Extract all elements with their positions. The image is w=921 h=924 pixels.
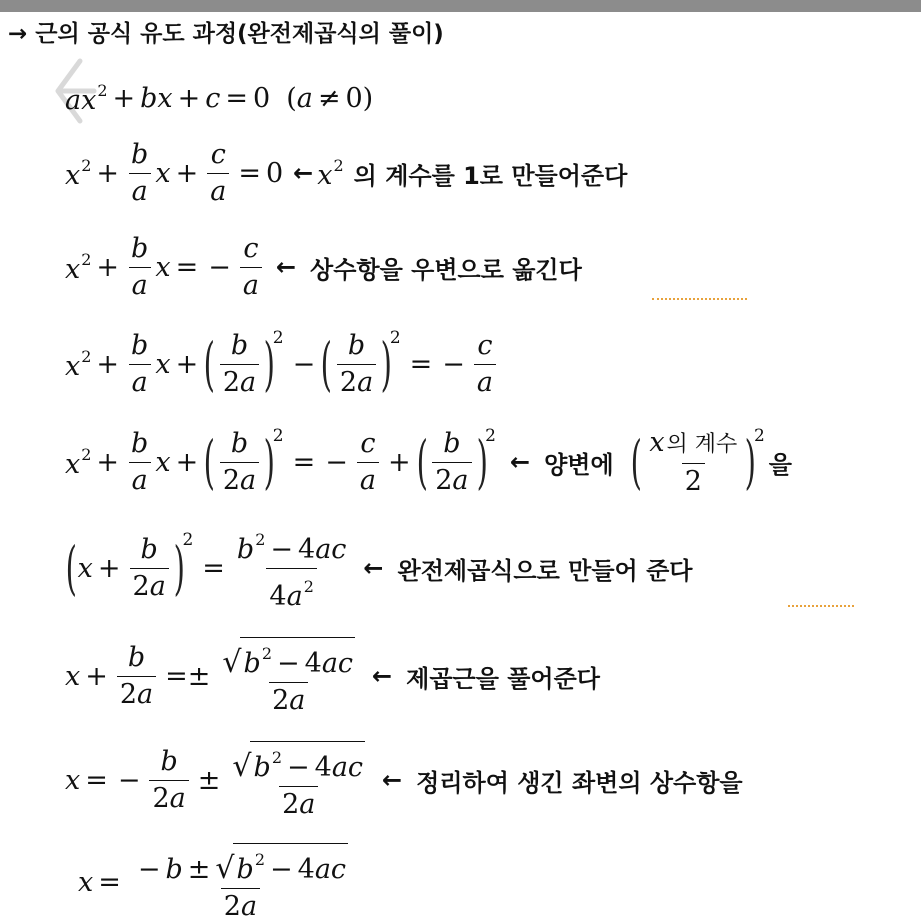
annotation-step-6: 완전제곱식으로 만들어 준다 bbox=[397, 556, 693, 585]
equation-step-8: x = − $\frac{b}{2a}$ ± √ $b^2 - 4ac$ 2a ← 정리하여 생긴 좌변의 상수항을 bbox=[65, 738, 743, 822]
equation-step-1: $ax^2$ + bx + c = 0 ( a ≠ 0) bbox=[65, 80, 374, 116]
annotation-step-3: 상수항을 우변으로 옮긴다 bbox=[310, 255, 582, 284]
equation-step-2: $x^2$ + $\frac{b}{a}$ x + $\frac{c}{a}$ = 0 ← $x^2$ 의 계수를 1로 만들어준다 bbox=[65, 138, 628, 207]
annotation-step-7: 제곱근을 풀어준다 bbox=[406, 664, 600, 693]
equation-step-5: $x^2$ + $\frac{b}{a}$ x + ( $\frac{b}{2a}$ ) 2 = − $\frac{c}{a}$ + ( $\frac{b}{2a}$ ) 2 ← 양변에 ( $\frac{\text{x의 계수}}{2}$ ) 2 을 bbox=[65, 426, 792, 497]
equation-step-6: ( x + $\frac{b}{2a}$ ) 2 = $\frac{b^2 - 4ac}{4a^2}$ ← 완전제곱식으로 만들어 준다 bbox=[65, 529, 693, 612]
equation-step-3: $x^2$ + $\frac{b}{a}$ x = − $\frac{c}{a}$ ← 상수항을 우변으로 옮긴다 bbox=[65, 232, 582, 301]
equation-step-7: x + $\frac{b}{2a}$ =± √ $b^2 - 4ac$ 2a ← 제곱근을 풀어준다 bbox=[65, 634, 600, 718]
top-bar bbox=[0, 0, 921, 12]
annotation-step-5: 양변에 bbox=[544, 450, 614, 479]
page-title: → 근의 공식 유도 과정(완전제곱식의 풀이) bbox=[8, 21, 444, 47]
annotation-step-8: 정리하여 생긴 좌변의 상수항을 bbox=[416, 768, 743, 797]
annotation-step-2: 의 계수를 1로 만들어준다 bbox=[353, 161, 628, 190]
emphasis-dots bbox=[788, 605, 854, 607]
equation-final-formula: x = − b ± √ $b^2 - 4ac$ 2a bbox=[78, 840, 355, 924]
emphasis-dots bbox=[652, 298, 747, 300]
equation-step-4: $x^2$ + $\frac{b}{a}$ x + ( $\frac{b}{2a}$ ) 2 − ( $\frac{b}{2a}$ ) 2 = − $\frac{c}{a}$ bbox=[65, 326, 500, 402]
